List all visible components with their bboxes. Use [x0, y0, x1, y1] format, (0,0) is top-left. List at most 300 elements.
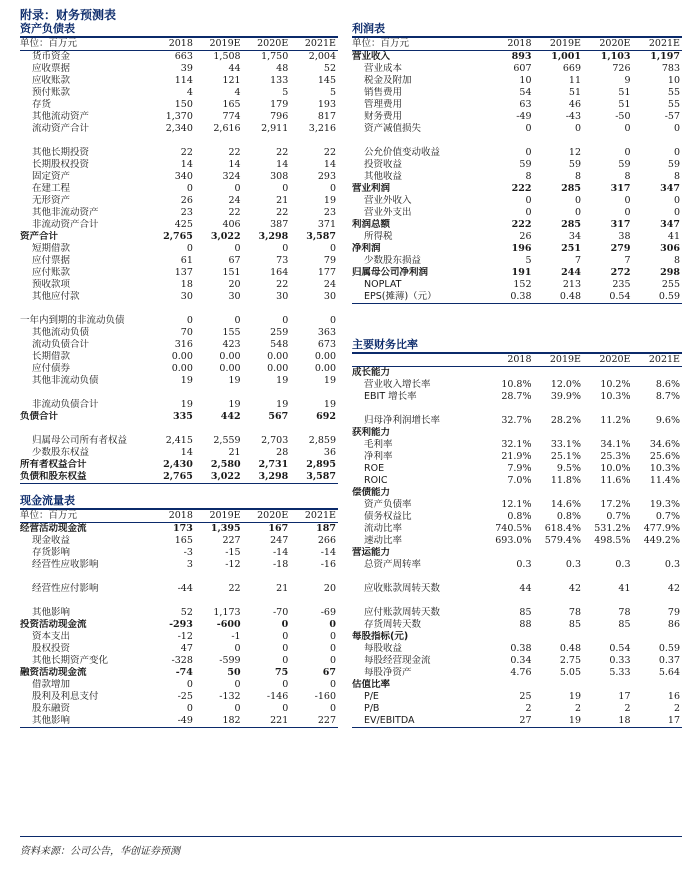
header-year: 2020E [583, 354, 633, 367]
row-value: 0 [329, 243, 336, 254]
row-value: 10.8% [501, 379, 532, 390]
row-value: 88 [519, 619, 532, 630]
row-value: -43 [565, 111, 581, 122]
row-label: 流动比率 [364, 523, 403, 534]
row-value: 25.1% [550, 451, 581, 462]
row-value: 579.4% [544, 535, 581, 546]
row-value [633, 367, 683, 380]
row-value [243, 135, 291, 147]
row-label: 营业收入增长率 [364, 379, 431, 390]
row-value: 34.1% [600, 439, 631, 450]
row-label: 借款增加 [32, 679, 71, 690]
row-label: 现金收益 [32, 535, 71, 546]
row-value: 30 [323, 291, 336, 302]
row-label: 应收账款周转天数 [364, 583, 441, 594]
row-label: NOPLAT [364, 279, 402, 290]
row-value: 3 [186, 559, 193, 570]
row-value [243, 571, 291, 583]
row-value: 1,395 [210, 523, 241, 534]
row-value: 137 [174, 267, 193, 278]
row-value: 0 [673, 123, 680, 134]
row-label: 估值比率 [352, 679, 391, 690]
row-label: 销售费用 [364, 87, 403, 98]
table-row [20, 363, 338, 375]
row-value: 22 [180, 147, 193, 158]
header-year: 2018 [484, 38, 534, 51]
table-row [20, 75, 338, 87]
table-row [352, 219, 682, 231]
row-value: -599 [219, 655, 241, 666]
table-row [352, 171, 682, 183]
row-value: 213 [562, 279, 581, 290]
row-label: 其他非流动资产 [32, 207, 99, 218]
row-value: 19 [180, 375, 193, 386]
row-label: 经营性应收影响 [32, 559, 99, 570]
row-label: P/E [364, 691, 379, 702]
balance-sheet-title: 资产负债表 [20, 22, 338, 38]
row-value: 0.00 [171, 363, 193, 374]
row-label: EPS(摊薄)（元） [352, 291, 484, 304]
row-value: 21 [276, 195, 289, 206]
row-value: 79 [323, 255, 336, 266]
row-value: 173 [173, 523, 193, 534]
row-value: -1 [231, 631, 241, 642]
row-value: 0 [525, 147, 532, 158]
table-row [352, 255, 682, 267]
row-value: -50 [615, 111, 631, 122]
row-value: 5 [329, 87, 336, 98]
row-value [583, 547, 633, 559]
row-label: 股利及利息支付 [32, 691, 99, 702]
row-label: 其他长期投资 [32, 147, 90, 158]
row-value: 17.2% [600, 499, 631, 510]
row-value: 5 [525, 255, 532, 266]
row-label: 应付账款周转天数 [364, 607, 441, 618]
row-value: 165 [222, 99, 241, 110]
row-value: 187 [316, 523, 336, 534]
table-row [20, 399, 338, 411]
page-title: 附录：财务预测表 [20, 8, 117, 22]
row-label: 毛利率 [364, 439, 393, 450]
row-value: 51 [568, 87, 581, 98]
row-label: 负债和股东权益 [20, 471, 147, 484]
row-value: 12.0% [550, 379, 581, 390]
row-value: 774 [222, 111, 241, 122]
row-value: 255 [661, 279, 680, 290]
row-value: 0 [329, 655, 336, 666]
row-label: 股东融资 [32, 703, 71, 714]
row-label: 每股收益 [364, 643, 403, 654]
row-label: 长期股权投资 [32, 159, 90, 170]
row-value: 8.7% [655, 391, 680, 402]
row-value: 669 [562, 63, 581, 74]
row-value: 0 [574, 195, 581, 206]
row-value: 0.38 [510, 643, 532, 654]
row-label: 存货 [32, 99, 52, 110]
row-value: 20 [323, 583, 336, 594]
table-row [20, 171, 338, 183]
row-label: 营业利润 [352, 183, 391, 194]
row-value: 2,430 [163, 459, 193, 470]
row-value: 121 [222, 75, 241, 86]
row-value: 19 [180, 399, 193, 410]
table-row [352, 279, 682, 291]
row-value: 151 [222, 267, 241, 278]
row-label: 固定资产 [32, 171, 71, 182]
row-label: 速动比率 [364, 535, 403, 546]
row-label: 一年内到期的非流动负债 [20, 315, 125, 326]
row-value: 0 [234, 315, 241, 326]
row-value: 1,370 [165, 111, 193, 122]
row-value: 498.5% [594, 535, 631, 546]
table-row [20, 147, 338, 159]
row-value: 0 [329, 619, 336, 630]
row-label: 预付账款 [32, 87, 71, 98]
row-value: 531.2% [594, 523, 631, 534]
table-row [352, 99, 682, 111]
row-value: -49 [516, 111, 532, 122]
row-value: 22 [276, 207, 289, 218]
row-value: -14 [272, 547, 289, 558]
row-value: 0 [234, 703, 241, 714]
row-value: 86 [667, 619, 680, 630]
table-row [20, 231, 338, 243]
row-value: 2,559 [213, 435, 241, 446]
row-value: 2,765 [147, 471, 195, 484]
row-value: 0 [282, 655, 289, 666]
left-column [20, 22, 338, 728]
row-value: 145 [317, 75, 336, 86]
row-value: 14 [180, 159, 193, 170]
row-value: 59 [568, 159, 581, 170]
row-value: 259 [270, 327, 289, 338]
row-value: -49 [147, 715, 195, 728]
row-value: -15 [225, 547, 241, 558]
table-row [352, 703, 682, 715]
row-value [534, 487, 584, 499]
row-label: 资产减值损失 [364, 123, 422, 134]
row-label: 其他应付款 [32, 291, 80, 302]
row-value: 22 [276, 147, 289, 158]
row-value: 23 [180, 207, 193, 218]
row-value: 0.00 [314, 363, 336, 374]
row-value: 164 [270, 267, 289, 278]
row-value [484, 487, 534, 499]
row-value: 10 [667, 75, 680, 86]
table-row [20, 327, 338, 339]
row-value: 324 [222, 171, 241, 182]
row-value: -14 [320, 547, 336, 558]
row-label: 投资收益 [364, 159, 403, 170]
table-row [352, 183, 682, 195]
row-value: 8 [574, 171, 581, 182]
row-label: 投资活动现金流 [20, 619, 87, 630]
row-value [147, 387, 195, 399]
row-value: 0.48 [534, 291, 584, 304]
row-value: 247 [270, 535, 289, 546]
row-label [20, 135, 147, 147]
row-label [20, 571, 147, 583]
row-value: 3,587 [290, 471, 338, 484]
row-value: 55 [667, 87, 680, 98]
row-value: 0 [282, 183, 289, 194]
row-value: 21 [276, 583, 289, 594]
row-label: 营运能力 [352, 547, 391, 558]
row-label: 归属母公司净利润 [352, 267, 429, 278]
table-row [20, 183, 338, 195]
table-row [20, 423, 338, 447]
row-value [583, 631, 633, 643]
row-value: 2 [574, 703, 581, 714]
table-row [352, 655, 682, 667]
table-row [352, 715, 682, 728]
table-row [20, 655, 338, 667]
row-value: 4 [234, 87, 241, 98]
row-value: 32.7% [501, 415, 532, 426]
table-header-row [20, 510, 338, 523]
row-label: 其他流动负债 [32, 327, 90, 338]
row-value: 30 [228, 291, 241, 302]
row-label: 净利率 [364, 451, 393, 462]
row-value: 1,508 [213, 51, 241, 62]
header-unit: 单位：百万元 [352, 38, 484, 51]
row-value: 27 [484, 715, 534, 728]
row-value: 0 [525, 195, 532, 206]
row-value: 0.59 [658, 643, 680, 654]
table-row [20, 691, 338, 703]
row-value: 14 [276, 159, 289, 170]
row-value: 0.3 [516, 559, 532, 570]
row-value: 25 [519, 691, 532, 702]
row-value: 293 [317, 171, 336, 182]
table-row [20, 279, 338, 291]
row-value: -25 [177, 691, 193, 702]
row-value: -70 [272, 607, 289, 618]
row-value: 347 [660, 219, 680, 230]
row-value: 54 [519, 87, 532, 98]
cash-flow-table [20, 510, 338, 728]
row-value: 10.0% [600, 463, 631, 474]
row-value: 52 [180, 607, 193, 618]
table-row [352, 439, 682, 451]
row-value: 0 [624, 147, 631, 158]
row-value: 19 [276, 375, 289, 386]
row-value: 182 [195, 715, 243, 728]
row-value: 266 [317, 535, 336, 546]
row-value: 8 [673, 255, 680, 266]
table-row [20, 595, 338, 607]
row-value [484, 631, 534, 643]
table-row [20, 715, 338, 728]
row-value: 740.5% [495, 523, 532, 534]
cash-flow-title: 现金流量表 [20, 494, 338, 510]
row-value [147, 135, 195, 147]
row-value: 36 [323, 447, 336, 458]
header-year: 2020E [583, 38, 633, 51]
table-row [20, 571, 338, 583]
header-year: 2019E [534, 354, 584, 367]
row-value: 3,022 [210, 231, 241, 242]
row-value: 17 [618, 691, 631, 702]
row-value: 22 [276, 279, 289, 290]
row-value: 16 [667, 691, 680, 702]
table-row [20, 51, 338, 64]
row-value: 0 [673, 195, 680, 206]
row-value: 8 [673, 171, 680, 182]
row-label: 成长能力 [352, 367, 391, 378]
row-value: 298 [660, 267, 680, 278]
table-row [20, 87, 338, 99]
ratios-title: 主要财务比率 [352, 338, 682, 354]
table-row [352, 195, 682, 207]
row-value [534, 547, 584, 559]
row-value: 0.3 [664, 559, 680, 570]
row-value: 0 [282, 643, 289, 654]
row-value: 317 [610, 183, 631, 194]
row-value: 0 [525, 207, 532, 218]
row-value: 692 [316, 411, 336, 422]
row-value: -12 [225, 559, 241, 570]
row-value: 0 [281, 619, 289, 630]
table-row [352, 123, 682, 135]
row-value: 442 [220, 411, 241, 422]
row-label [20, 387, 147, 399]
row-label: 管理费用 [364, 99, 403, 110]
table-row [352, 487, 682, 499]
table-row [352, 87, 682, 99]
row-value: 567 [268, 411, 289, 422]
row-value: 2,731 [258, 459, 289, 470]
row-value: 0 [329, 631, 336, 642]
row-value: 0.34 [510, 655, 532, 666]
row-value: 0 [186, 679, 193, 690]
row-label: EV/EBITDA [352, 715, 484, 728]
row-value: 38 [618, 231, 631, 242]
row-value: 10.2% [600, 379, 631, 390]
row-value: 44 [519, 583, 532, 594]
table-header-row [352, 38, 682, 51]
table-row [352, 391, 682, 403]
row-value [290, 387, 338, 399]
row-value: 0.48 [559, 643, 581, 654]
row-value: 0.00 [219, 351, 241, 362]
table-row [352, 75, 682, 87]
row-label: EBIT 增长率 [364, 391, 417, 402]
row-value: 25.6% [649, 451, 680, 462]
row-value: 22 [228, 207, 241, 218]
row-value: 19 [568, 691, 581, 702]
row-value: 52 [323, 63, 336, 74]
table-row [20, 375, 338, 387]
row-value [534, 367, 584, 380]
row-value: 7.0% [507, 475, 532, 486]
table-row [20, 667, 338, 679]
table-header-row [20, 38, 338, 51]
row-value: 10.3% [600, 391, 631, 402]
row-label: 长期借款 [32, 351, 71, 362]
row-label: 营业外支出 [364, 207, 412, 218]
row-value [633, 547, 683, 559]
row-label: 营业外收入 [364, 195, 412, 206]
row-label: 其他影响 [32, 607, 71, 618]
row-value: 41 [618, 583, 631, 594]
row-value: 1,197 [650, 51, 680, 62]
row-value: 0 [329, 703, 336, 714]
row-label: 存货影响 [32, 547, 71, 558]
row-value [290, 595, 338, 607]
table-row [20, 267, 338, 279]
row-value: -12 [177, 631, 193, 642]
row-value: 272 [610, 267, 631, 278]
row-value [583, 487, 633, 499]
row-value: -74 [175, 667, 193, 678]
row-value: 548 [270, 339, 289, 350]
row-label: 少数股东损益 [364, 255, 422, 266]
row-label: 负债合计 [20, 411, 59, 422]
footer-divider [20, 836, 682, 837]
table-row [20, 255, 338, 267]
row-value: 0.00 [267, 351, 289, 362]
table-row [352, 571, 682, 595]
row-value: 0 [673, 207, 680, 218]
row-label: 应收账款 [32, 75, 71, 86]
row-value: 42 [568, 583, 581, 594]
row-value: 39.9% [550, 391, 581, 402]
table-row [352, 499, 682, 511]
row-value: 11.4% [649, 475, 680, 486]
row-value: 0 [673, 147, 680, 158]
table-row [20, 523, 338, 536]
row-value [633, 631, 683, 643]
row-value: 133 [270, 75, 289, 86]
row-value [195, 595, 243, 607]
table-row [352, 63, 682, 75]
right-column [352, 22, 682, 728]
header-year: 2018 [484, 354, 534, 367]
row-value: 0 [574, 207, 581, 218]
table-row [352, 511, 682, 523]
row-value: 3,298 [258, 231, 289, 242]
row-value: 14 [180, 447, 193, 458]
table-row [20, 291, 338, 303]
row-value: 30 [276, 291, 289, 302]
row-label: 应付账款 [32, 267, 71, 278]
table-row [20, 123, 338, 135]
table-row [20, 303, 338, 327]
row-value: 0 [624, 195, 631, 206]
row-value [484, 547, 534, 559]
row-value: 19 [323, 375, 336, 386]
row-value: 2,859 [308, 435, 336, 446]
row-value: 59 [667, 159, 680, 170]
row-value: 75 [275, 667, 289, 678]
row-value: 18 [180, 279, 193, 290]
row-label: 货币资金 [32, 51, 71, 62]
row-value: 26 [180, 195, 193, 206]
row-value: 22 [228, 583, 241, 594]
row-label: 财务费用 [364, 111, 403, 122]
row-value: 19.3% [649, 499, 680, 510]
row-value: 25.3% [600, 451, 631, 462]
row-value: 2,765 [163, 231, 193, 242]
table-row [352, 243, 682, 255]
row-value: 10.3% [649, 463, 680, 474]
table-row [20, 207, 338, 219]
row-value: 55 [667, 99, 680, 110]
row-value: 18 [583, 715, 633, 728]
row-value: 10 [519, 75, 532, 86]
row-value [195, 387, 243, 399]
